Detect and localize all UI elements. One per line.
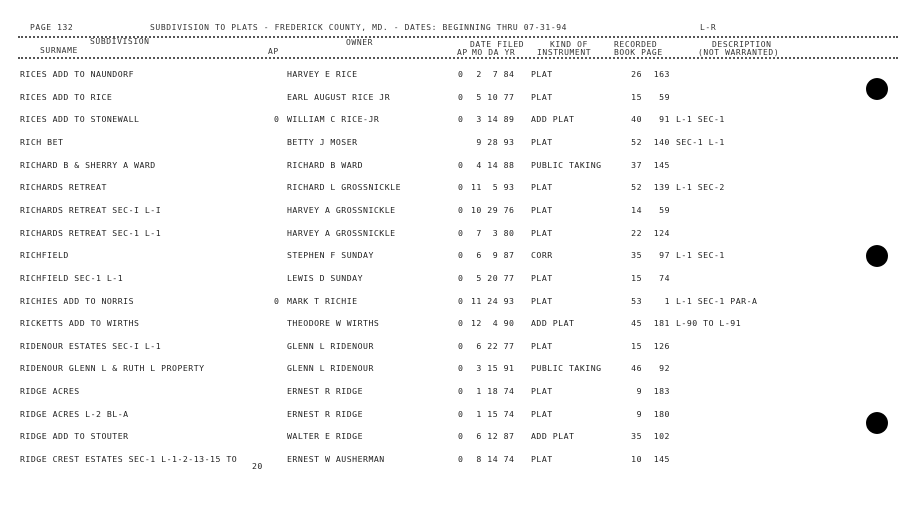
date-filed-cell: 7 3 80	[471, 227, 515, 238]
book-cell: 15	[631, 91, 642, 102]
instrument-cell: PLAT	[531, 408, 553, 419]
owner-cell: HARVEY A GROSSNICKLE	[287, 227, 396, 238]
book-cell: 35	[631, 250, 642, 261]
instrument-cell: PLAT	[531, 204, 553, 215]
table-row	[0, 273, 900, 287]
instrument-cell: PUBLIC TAKING	[531, 159, 602, 170]
table-row	[0, 363, 900, 377]
book-cell: 40	[631, 114, 642, 125]
page-cell: 124	[653, 227, 670, 238]
instrument-cell: ADD PLAT	[531, 318, 575, 329]
ap-cell: 0	[458, 340, 464, 351]
owner-cell: GLENN L RIDENOUR	[287, 363, 374, 374]
page-cell: 145	[653, 159, 670, 170]
description-cell: L-1 SEC-1 PAR-A	[676, 295, 758, 306]
owner-cell: ERNEST R RIDGE	[287, 386, 364, 397]
ap-cell: 0	[458, 69, 464, 79]
book-cell: 15	[631, 272, 642, 283]
table-row	[0, 205, 900, 219]
table-row	[0, 114, 900, 128]
header-rule-bottom	[18, 57, 898, 62]
description-cell: SEC-1 L-1	[676, 136, 725, 147]
owner-cell: MARK T RICHIE	[287, 295, 358, 306]
ap-cell: 0	[458, 454, 464, 465]
marker-cell: 0	[274, 295, 280, 306]
date-filed-cell: 5 10 77	[471, 91, 515, 102]
col-date-filed: DATE FILED	[470, 40, 525, 49]
col-kind-of: KIND OF	[550, 40, 588, 49]
binder-hole-bottom	[866, 412, 888, 434]
date-filed-cell: 1 15 74	[471, 408, 515, 419]
date-filed-cell: 8 14 74	[471, 454, 515, 465]
subdivision-cell: RICH BET	[20, 136, 64, 147]
col-recorded: RECORDED	[614, 40, 658, 49]
book-cell: 15	[631, 340, 642, 351]
page-cell: 59	[659, 204, 670, 215]
table-row	[0, 431, 900, 445]
table-row	[0, 341, 900, 355]
subdivision-cell: RICHFIELD SEC-1 L-1	[20, 272, 124, 283]
description-cell: L-1 SEC-1	[676, 114, 725, 125]
table-row	[0, 92, 900, 106]
owner-cell: HARVEY A GROSSNICKLE	[287, 204, 396, 215]
page-cell: 74	[659, 272, 670, 283]
ap-cell: 0	[458, 295, 464, 306]
subdivision-cell: RIDENOUR ESTATES SEC-I L-1	[20, 340, 162, 351]
col-surname: SURNAME	[40, 46, 78, 55]
subdivision-cell: RICHARDS RETREAT	[20, 182, 107, 193]
subdivision-cell: RIDGE ACRES L-2 BL-A	[20, 408, 129, 419]
date-filed-cell: 4 14 88	[471, 159, 515, 170]
book-cell: 52	[631, 182, 642, 193]
col-mo-da-yr: MO DA YR	[472, 48, 516, 57]
table-row	[0, 409, 900, 423]
owner-cell: STEPHEN F SUNDAY	[287, 250, 374, 261]
date-filed-cell: 12 4 90	[471, 318, 515, 329]
owner-cell: WALTER E RIDGE	[287, 431, 364, 442]
page-cell: 59	[659, 91, 670, 102]
page-cell: 140	[653, 136, 670, 147]
subdivision-cell: RICKETTS ADD TO WIRTHS	[20, 318, 140, 329]
description-cell: L-1 SEC-2	[676, 182, 725, 193]
instrument-cell: PLAT	[531, 340, 553, 351]
col-ap-date: AP	[457, 48, 468, 57]
index-range: L-R	[700, 23, 717, 32]
book-cell: 46	[631, 363, 642, 374]
page-cell: 139	[653, 182, 670, 193]
ap-cell: 0	[458, 363, 464, 374]
book-cell: 52	[631, 136, 642, 147]
owner-cell: GLENN L RIDENOUR	[287, 340, 374, 351]
subdivision-cell: RIDENOUR GLENN L & RUTH L PROPERTY	[20, 363, 205, 374]
book-cell: 26	[631, 69, 642, 79]
instrument-cell: PLAT	[531, 182, 553, 193]
date-filed-cell: 2 7 84	[471, 69, 515, 79]
marker-cell: 0	[274, 114, 280, 125]
subdivision-cell: RICHARDS RETREAT SEC-1 L-1	[20, 227, 162, 238]
page-cell: 91	[659, 114, 670, 125]
book-cell: 22	[631, 227, 642, 238]
owner-cell: ERNEST W AUSHERMAN	[287, 454, 385, 465]
table-row	[0, 69, 900, 83]
page-cell: 183	[653, 386, 670, 397]
owner-cell: LEWIS D SUNDAY	[287, 272, 364, 283]
binder-hole-top	[866, 78, 888, 100]
col-book-page: BOOK PAGE	[614, 48, 663, 57]
subdivision-cell: RIDGE ACRES	[20, 386, 80, 397]
subdivision-cell: RICES ADD TO STONEWALL	[20, 114, 140, 125]
date-filed-cell: 11 24 93	[471, 295, 515, 306]
instrument-cell: PLAT	[531, 454, 553, 465]
table-row	[0, 454, 900, 472]
page-cell: 145	[653, 454, 670, 465]
book-cell: 9	[636, 386, 642, 397]
table-row	[0, 250, 900, 264]
date-filed-cell: 11 5 93	[471, 182, 515, 193]
ap-cell: 0	[458, 408, 464, 419]
page-cell: 1	[664, 295, 670, 306]
subdivision-overflow: 20	[252, 461, 263, 472]
ap-cell: 0	[458, 227, 464, 238]
table-row	[0, 296, 900, 310]
owner-cell: BETTY J MOSER	[287, 136, 358, 147]
date-filed-cell: 9 28 93	[471, 136, 515, 147]
ap-cell: 0	[458, 159, 464, 170]
date-filed-cell: 3 15 91	[471, 363, 515, 374]
owner-cell: RICHARD B WARD	[287, 159, 364, 170]
page-cell: 97	[659, 250, 670, 261]
book-cell: 45	[631, 318, 642, 329]
instrument-cell: PLAT	[531, 69, 553, 79]
instrument-cell: PLAT	[531, 272, 553, 283]
date-filed-cell: 6 12 87	[471, 431, 515, 442]
owner-cell: THEODORE W WIRTHS	[287, 318, 380, 329]
col-ap-owner: AP	[268, 47, 279, 56]
book-cell: 10	[631, 454, 642, 465]
page-cell: 92	[659, 363, 670, 374]
page-cell: 180	[653, 408, 670, 419]
owner-cell: EARL AUGUST RICE JR	[287, 91, 391, 102]
page-cell: 102	[653, 431, 670, 442]
book-cell: 14	[631, 204, 642, 215]
date-filed-cell: 3 14 89	[471, 114, 515, 125]
instrument-cell: PLAT	[531, 91, 553, 102]
page-cell: 126	[653, 340, 670, 351]
instrument-cell: PLAT	[531, 295, 553, 306]
owner-cell: RICHARD L GROSSNICKLE	[287, 182, 402, 193]
col-description: DESCRIPTION	[712, 40, 772, 49]
page-number: PAGE 132	[30, 23, 74, 32]
subdivision-cell: RICES ADD TO RICE	[20, 91, 113, 102]
instrument-cell: PUBLIC TAKING	[531, 363, 602, 374]
book-cell: 35	[631, 431, 642, 442]
owner-cell: WILLIAM C RICE-JR	[287, 114, 380, 125]
col-not-warranted: (NOT WARRANTED)	[698, 48, 780, 57]
subdivision-cell: RICHARDS RETREAT SEC-I L-I	[20, 204, 162, 215]
subdivision-cell: RICHFIELD	[20, 250, 69, 261]
date-filed-cell: 6 9 87	[471, 250, 515, 261]
date-filed-cell: 10 29 76	[471, 204, 515, 215]
col-owner: OWNER	[346, 38, 374, 47]
table-row	[0, 182, 900, 196]
description-cell: L-90 TO L-91	[676, 318, 742, 329]
table-row	[0, 137, 900, 151]
col-instrument: INSTRUMENT	[537, 48, 592, 57]
owner-cell: HARVEY E RICE	[287, 69, 358, 79]
ap-cell: 0	[458, 431, 464, 442]
ap-cell: 0	[458, 272, 464, 283]
ap-cell: 0	[458, 91, 464, 102]
page-cell: 181	[653, 318, 670, 329]
table-row	[0, 160, 900, 174]
instrument-cell: ADD PLAT	[531, 431, 575, 442]
date-filed-cell: 5 20 77	[471, 272, 515, 283]
instrument-cell: ADD PLAT	[531, 114, 575, 125]
instrument-cell: PLAT	[531, 386, 553, 397]
book-cell: 53	[631, 295, 642, 306]
instrument-cell: CORR	[531, 250, 553, 261]
subdivision-cell: RICES ADD TO NAUNDORF	[20, 69, 135, 79]
description-cell: L-1 SEC-1	[676, 250, 725, 261]
table-row	[0, 228, 900, 242]
subdivision-cell: RICHARD B & SHERRY A WARD	[20, 159, 156, 170]
ap-cell: 0	[458, 182, 464, 193]
owner-cell: ERNEST R RIDGE	[287, 408, 364, 419]
book-cell: 37	[631, 159, 642, 170]
instrument-cell: PLAT	[531, 136, 553, 147]
instrument-cell: PLAT	[531, 227, 553, 238]
ap-cell: 0	[458, 114, 464, 125]
subdivision-cell: RIDGE ADD TO STOUTER	[20, 431, 129, 442]
subdivision-cell: RICHIES ADD TO NORRIS	[20, 295, 135, 306]
table-row	[0, 318, 900, 332]
subdivision-cell: RIDGE CREST ESTATES SEC-1 L-1-2-13-15 TO	[20, 454, 238, 465]
date-filed-cell: 6 22 77	[471, 340, 515, 351]
ap-cell: 0	[458, 318, 464, 329]
binder-hole-middle	[866, 245, 888, 267]
ap-cell: 0	[458, 204, 464, 215]
date-filed-cell: 1 18 74	[471, 386, 515, 397]
page-cell: 163	[653, 69, 670, 79]
ap-cell: 0	[458, 250, 464, 261]
document-title: SUBDIVISION TO PLATS - FREDERICK COUNTY, MD. - DATES: BEGINNING THRU 07-31-94	[150, 23, 568, 32]
table-row	[0, 386, 900, 400]
ap-cell: 0	[458, 386, 464, 397]
book-cell: 9	[636, 408, 642, 419]
col-subdivision: SUBDIVISION	[90, 37, 150, 46]
